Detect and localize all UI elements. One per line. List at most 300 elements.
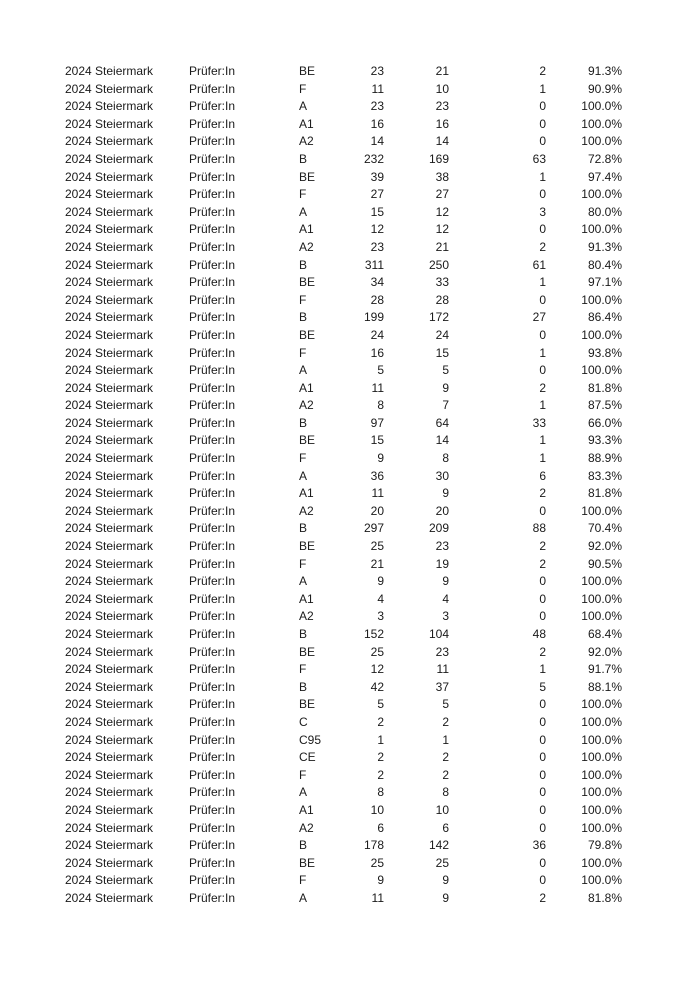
total-count-cell: 8 (377, 785, 384, 800)
passed-count-cell: 9 (442, 890, 449, 905)
pass-rate-cell: 100.0% (581, 873, 622, 888)
table-row (0, 520, 700, 538)
passed-count-cell: 10 (435, 81, 449, 96)
total-count-cell: 20 (370, 503, 384, 518)
license-class-cell: F (299, 767, 307, 782)
pass-rate-cell: 100.0% (581, 820, 622, 835)
pass-rate-cell: 100.0% (581, 750, 622, 765)
role-cell: Prüfer:In (189, 627, 236, 641)
license-class-cell: A2 (299, 609, 314, 624)
license-class-cell: BE (299, 697, 316, 712)
license-class-cell: A2 (299, 820, 314, 835)
passed-count-cell: 19 (435, 556, 449, 571)
failed-count-cell: 5 (539, 679, 546, 694)
pass-rate-cell: 80.4% (587, 257, 622, 272)
table-row (0, 855, 700, 873)
passed-count-cell: 7 (442, 398, 449, 413)
year-region-cell: 2024 Steiermark (65, 151, 154, 166)
role-cell: Prüfer:In (189, 873, 236, 888)
role-cell: Prüfer:In (189, 714, 236, 729)
role-cell: Prüfer:In (189, 169, 236, 184)
pass-rate-cell: 91.7% (587, 662, 622, 677)
table-row (0, 767, 700, 785)
year-region-cell: 2024 Steiermark (65, 257, 154, 272)
total-count-cell: 4 (377, 591, 384, 606)
license-class-cell: A2 (299, 503, 314, 518)
year-region-cell: 2024 Steiermark (65, 767, 154, 782)
total-count-cell: 11 (371, 81, 384, 96)
failed-count-cell: 2 (539, 486, 546, 501)
failed-count-cell: 0 (539, 187, 546, 202)
license-class-cell: BE (299, 433, 316, 448)
pass-rate-cell: 100.0% (581, 855, 622, 870)
role-cell: Prüfer:In (189, 574, 236, 589)
pass-rate-cell: 83.3% (587, 468, 622, 483)
pass-rate-cell: 92.0% (587, 644, 622, 659)
license-class-cell: A1 (299, 802, 314, 817)
year-region-cell: 2024 Steiermark (65, 204, 154, 219)
role-cell: Prüfer:In (189, 151, 236, 166)
role-cell: Prüfer:In (189, 327, 236, 342)
failed-count-cell: 1 (539, 345, 546, 360)
passed-count-cell: 5 (442, 697, 449, 712)
role-cell: Prüfer:In (189, 767, 236, 782)
pass-rate-cell: 90.5% (587, 556, 622, 571)
year-region-cell: 2024 Steiermark (65, 345, 154, 360)
total-count-cell: 23 (370, 239, 384, 254)
total-count-cell: 1 (377, 732, 384, 747)
total-count-cell: 2 (377, 714, 384, 729)
license-class-cell: A (299, 363, 308, 378)
table-row (0, 538, 700, 556)
year-region-cell: 2024 Steiermark (65, 99, 154, 114)
table-row (0, 626, 700, 644)
license-class-cell: A (299, 785, 308, 800)
table-row (0, 186, 700, 204)
total-count-cell: 10 (370, 802, 384, 817)
license-class-cell: A1 (299, 486, 314, 501)
table-row (0, 397, 700, 415)
pass-rate-cell: 81.8% (587, 890, 622, 905)
failed-count-cell: 0 (539, 574, 546, 589)
license-class-cell: CE (299, 750, 316, 765)
year-region-cell: 2024 Steiermark (65, 81, 154, 96)
year-region-cell: 2024 Steiermark (65, 873, 154, 888)
role-cell: Prüfer:In (189, 222, 236, 237)
pass-rate-cell: 91.3% (587, 64, 622, 78)
table-row (0, 784, 700, 802)
role-cell: Prüfer:In (189, 539, 236, 554)
total-count-cell: 16 (370, 345, 384, 360)
role-cell: Prüfer:In (189, 257, 236, 272)
year-region-cell: 2024 Steiermark (65, 275, 154, 290)
year-region-cell: 2024 Steiermark (65, 732, 154, 747)
total-count-cell: 21 (370, 556, 384, 571)
pass-rate-cell: 91.3% (587, 239, 622, 254)
role-cell: Prüfer:In (189, 732, 236, 747)
passed-count-cell: 30 (435, 468, 449, 483)
license-class-cell: A (299, 99, 308, 114)
total-count-cell: 178 (363, 838, 384, 853)
pass-rate-cell: 100.0% (581, 99, 622, 114)
passed-count-cell: 9 (442, 486, 449, 501)
passed-count-cell: 24 (435, 327, 449, 342)
passed-count-cell: 64 (435, 415, 449, 430)
failed-count-cell: 0 (539, 591, 546, 606)
license-class-cell: F (299, 187, 307, 202)
failed-count-cell: 0 (539, 855, 546, 870)
table-row (0, 81, 700, 99)
license-class-cell: B (299, 679, 308, 694)
passed-count-cell: 33 (435, 275, 449, 290)
year-region-cell: 2024 Steiermark (65, 486, 154, 501)
passed-count-cell: 9 (442, 873, 449, 888)
year-region-cell: 2024 Steiermark (65, 591, 154, 606)
table-row (0, 556, 700, 574)
failed-count-cell: 2 (539, 64, 546, 78)
table-row (0, 450, 700, 468)
pass-rate-cell: 79.8% (587, 838, 622, 853)
failed-count-cell: 33 (532, 415, 546, 430)
license-class-cell: BE (299, 64, 316, 78)
role-cell: Prüfer:In (189, 292, 236, 307)
failed-count-cell: 2 (539, 239, 546, 254)
passed-count-cell: 28 (435, 292, 449, 307)
table-row (0, 63, 700, 81)
year-region-cell: 2024 Steiermark (65, 433, 154, 448)
role-cell: Prüfer:In (189, 345, 236, 360)
year-region-cell: 2024 Steiermark (65, 134, 154, 149)
total-count-cell: 42 (370, 679, 384, 694)
failed-count-cell: 0 (539, 222, 546, 237)
pass-rate-cell: 100.0% (581, 327, 622, 342)
passed-count-cell: 14 (435, 134, 449, 149)
license-class-cell: BE (299, 275, 316, 290)
role-cell: Prüfer:In (189, 398, 236, 413)
year-region-cell: 2024 Steiermark (65, 838, 154, 853)
license-class-cell: A1 (299, 380, 314, 395)
role-cell: Prüfer:In (189, 855, 236, 870)
total-count-cell: 311 (364, 257, 384, 272)
pass-rate-cell: 100.0% (581, 363, 622, 378)
table-row (0, 309, 700, 327)
year-region-cell: 2024 Steiermark (65, 64, 154, 78)
passed-count-cell: 104 (428, 627, 449, 641)
passed-count-cell: 23 (435, 644, 449, 659)
license-class-cell: BE (299, 644, 316, 659)
passed-count-cell: 8 (442, 785, 449, 800)
passed-count-cell: 9 (442, 380, 449, 395)
role-cell: Prüfer:In (189, 116, 236, 131)
license-class-cell: A2 (299, 239, 314, 254)
role-cell: Prüfer:In (189, 415, 236, 430)
role-cell: Prüfer:In (189, 64, 236, 78)
failed-count-cell: 0 (539, 785, 546, 800)
license-class-cell: A2 (299, 134, 314, 149)
pass-rate-cell: 100.0% (581, 591, 622, 606)
total-count-cell: 9 (377, 873, 384, 888)
license-class-cell: A (299, 468, 308, 483)
license-class-cell: A1 (299, 116, 314, 131)
role-cell: Prüfer:In (189, 239, 236, 254)
total-count-cell: 199 (363, 310, 384, 325)
pass-rate-cell: 86.4% (587, 310, 622, 325)
role-cell: Prüfer:In (189, 433, 236, 448)
total-count-cell: 11 (371, 380, 384, 395)
total-count-cell: 25 (370, 644, 384, 659)
failed-count-cell: 0 (539, 767, 546, 782)
failed-count-cell: 6 (539, 468, 546, 483)
total-count-cell: 36 (370, 468, 384, 483)
table-row (0, 837, 700, 855)
passed-count-cell: 23 (435, 539, 449, 554)
year-region-cell: 2024 Steiermark (65, 750, 154, 765)
passed-count-cell: 9 (442, 574, 449, 589)
pass-rate-cell: 92.0% (587, 539, 622, 554)
failed-count-cell: 0 (539, 134, 546, 149)
license-class-cell: F (299, 81, 307, 96)
passed-count-cell: 172 (428, 310, 449, 325)
total-count-cell: 25 (370, 855, 384, 870)
role-cell: Prüfer:In (189, 697, 236, 712)
total-count-cell: 6 (377, 820, 384, 835)
role-cell: Prüfer:In (189, 679, 236, 694)
table-row (0, 327, 700, 345)
year-region-cell: 2024 Steiermark (65, 714, 154, 729)
failed-count-cell: 2 (539, 644, 546, 659)
passed-count-cell: 3 (442, 609, 449, 624)
pass-rate-cell: 90.9% (587, 81, 622, 96)
year-region-cell: 2024 Steiermark (65, 644, 154, 659)
failed-count-cell: 3 (539, 204, 546, 219)
role-cell: Prüfer:In (189, 820, 236, 835)
total-count-cell: 297 (363, 521, 384, 536)
failed-count-cell: 0 (539, 503, 546, 518)
passed-count-cell: 6 (442, 820, 449, 835)
pass-rate-cell: 100.0% (581, 802, 622, 817)
pass-rate-cell: 100.0% (581, 134, 622, 149)
role-cell: Prüfer:In (189, 380, 236, 395)
table-row (0, 644, 700, 662)
table-row (0, 485, 700, 503)
pass-rate-cell: 81.8% (587, 380, 622, 395)
license-class-cell: A (299, 574, 308, 589)
year-region-cell: 2024 Steiermark (65, 468, 154, 483)
year-region-cell: 2024 Steiermark (65, 890, 154, 905)
total-count-cell: 5 (377, 363, 384, 378)
total-count-cell: 23 (370, 64, 384, 78)
total-count-cell: 28 (370, 292, 384, 307)
pass-rate-cell: 81.8% (587, 486, 622, 501)
passed-count-cell: 2 (442, 767, 449, 782)
license-class-cell: C95 (299, 732, 322, 747)
failed-count-cell: 0 (539, 609, 546, 624)
table-row (0, 591, 700, 609)
license-class-cell: F (299, 662, 307, 677)
passed-count-cell: 12 (435, 222, 449, 237)
role-cell: Prüfer:In (189, 750, 236, 765)
pass-rate-cell: 87.5% (587, 398, 622, 413)
year-region-cell: 2024 Steiermark (65, 556, 154, 571)
table-row (0, 239, 700, 257)
role-cell: Prüfer:In (189, 662, 236, 677)
failed-count-cell: 0 (539, 873, 546, 888)
failed-count-cell: 1 (539, 398, 546, 413)
failed-count-cell: 0 (539, 292, 546, 307)
license-class-cell: F (299, 292, 307, 307)
table-row (0, 116, 700, 134)
failed-count-cell: 36 (532, 838, 546, 853)
pass-rate-cell: 88.1% (587, 679, 622, 694)
role-cell: Prüfer:In (189, 785, 236, 800)
passed-count-cell: 11 (436, 662, 449, 677)
failed-count-cell: 0 (539, 99, 546, 114)
total-count-cell: 232 (363, 151, 384, 166)
total-count-cell: 8 (377, 398, 384, 413)
table-row (0, 345, 700, 363)
table-row (0, 204, 700, 222)
passed-count-cell: 23 (435, 99, 449, 114)
year-region-cell: 2024 Steiermark (65, 609, 154, 624)
failed-count-cell: 1 (539, 81, 546, 96)
license-class-cell: F (299, 873, 307, 888)
total-count-cell: 12 (370, 662, 384, 677)
total-count-cell: 39 (370, 169, 384, 184)
role-cell: Prüfer:In (189, 609, 236, 624)
role-cell: Prüfer:In (189, 310, 236, 325)
year-region-cell: 2024 Steiermark (65, 187, 154, 202)
passed-count-cell: 38 (435, 169, 449, 184)
passed-count-cell: 2 (442, 750, 449, 765)
failed-count-cell: 1 (539, 433, 546, 448)
total-count-cell: 3 (377, 609, 384, 624)
total-count-cell: 25 (370, 539, 384, 554)
pass-rate-cell: 100.0% (581, 292, 622, 307)
role-cell: Prüfer:In (189, 275, 236, 290)
table-row (0, 169, 700, 187)
license-class-cell: BE (299, 855, 316, 870)
passed-count-cell: 21 (435, 64, 449, 78)
passed-count-cell: 16 (435, 116, 449, 131)
failed-count-cell: 2 (539, 556, 546, 571)
role-cell: Prüfer:In (189, 363, 236, 378)
failed-count-cell: 1 (539, 169, 546, 184)
total-count-cell: 2 (377, 767, 384, 782)
license-class-cell: BE (299, 539, 316, 554)
pass-rate-cell: 100.0% (581, 697, 622, 712)
year-region-cell: 2024 Steiermark (65, 415, 154, 430)
year-region-cell: 2024 Steiermark (65, 451, 154, 466)
role-cell: Prüfer:In (189, 503, 236, 518)
total-count-cell: 11 (371, 890, 384, 905)
role-cell: Prüfer:In (189, 591, 236, 606)
year-region-cell: 2024 Steiermark (65, 239, 154, 254)
failed-count-cell: 63 (532, 151, 546, 166)
total-count-cell: 15 (370, 204, 384, 219)
year-region-cell: 2024 Steiermark (65, 785, 154, 800)
passed-count-cell: 5 (442, 363, 449, 378)
license-class-cell: A (299, 890, 308, 905)
passed-count-cell: 8 (442, 451, 449, 466)
pass-rate-cell: 97.1% (587, 275, 622, 290)
license-class-cell: F (299, 345, 307, 360)
passed-count-cell: 250 (428, 257, 449, 272)
role-cell: Prüfer:In (189, 556, 236, 571)
table-row (0, 468, 700, 486)
total-count-cell: 152 (363, 627, 384, 641)
pass-rate-cell: 100.0% (581, 574, 622, 589)
passed-count-cell: 142 (428, 838, 449, 853)
table-row (0, 503, 700, 521)
pass-rate-cell: 100.0% (581, 116, 622, 131)
role-cell: Prüfer:In (189, 644, 236, 659)
pass-rate-cell: 93.3% (587, 433, 622, 448)
table-row (0, 274, 700, 292)
role-cell: Prüfer:In (189, 468, 236, 483)
failed-count-cell: 0 (539, 820, 546, 835)
failed-count-cell: 2 (539, 380, 546, 395)
role-cell: Prüfer:In (189, 838, 236, 853)
failed-count-cell: 1 (539, 451, 546, 466)
table-row (0, 98, 700, 116)
table-row (0, 432, 700, 450)
pass-rate-cell: 66.0% (587, 415, 622, 430)
year-region-cell: 2024 Steiermark (65, 310, 154, 325)
total-count-cell: 2 (377, 750, 384, 765)
failed-count-cell: 1 (539, 275, 546, 290)
year-region-cell: 2024 Steiermark (65, 662, 154, 677)
total-count-cell: 12 (370, 222, 384, 237)
license-class-cell: F (299, 556, 307, 571)
year-region-cell: 2024 Steiermark (65, 363, 154, 378)
license-class-cell: A (299, 204, 308, 219)
total-count-cell: 9 (377, 451, 384, 466)
table-row (0, 890, 700, 908)
passed-count-cell: 12 (435, 204, 449, 219)
year-region-cell: 2024 Steiermark (65, 292, 154, 307)
license-class-cell: A2 (299, 398, 314, 413)
passed-count-cell: 21 (435, 239, 449, 254)
year-region-cell: 2024 Steiermark (65, 521, 154, 536)
failed-count-cell: 0 (539, 802, 546, 817)
failed-count-cell: 0 (539, 714, 546, 729)
pass-rate-cell: 88.9% (587, 451, 622, 466)
failed-count-cell: 2 (539, 539, 546, 554)
total-count-cell: 23 (370, 99, 384, 114)
year-region-cell: 2024 Steiermark (65, 855, 154, 870)
failed-count-cell: 1 (539, 662, 546, 677)
table-row (0, 732, 700, 750)
year-region-cell: 2024 Steiermark (65, 574, 154, 589)
table-row (0, 221, 700, 239)
pass-rate-cell: 70.4% (587, 521, 622, 536)
license-class-cell: B (299, 627, 308, 641)
license-class-cell: BE (299, 169, 316, 184)
table-row (0, 679, 700, 697)
total-count-cell: 5 (377, 697, 384, 712)
passed-count-cell: 169 (428, 151, 449, 166)
data-table (0, 63, 700, 908)
total-count-cell: 27 (370, 187, 384, 202)
table-row (0, 133, 700, 151)
pass-rate-cell: 97.4% (587, 169, 622, 184)
failed-count-cell: 2 (539, 890, 546, 905)
license-class-cell: B (299, 521, 308, 536)
role-cell: Prüfer:In (189, 81, 236, 96)
failed-count-cell: 88 (532, 521, 546, 536)
table-row (0, 257, 700, 275)
failed-count-cell: 61 (532, 257, 546, 272)
